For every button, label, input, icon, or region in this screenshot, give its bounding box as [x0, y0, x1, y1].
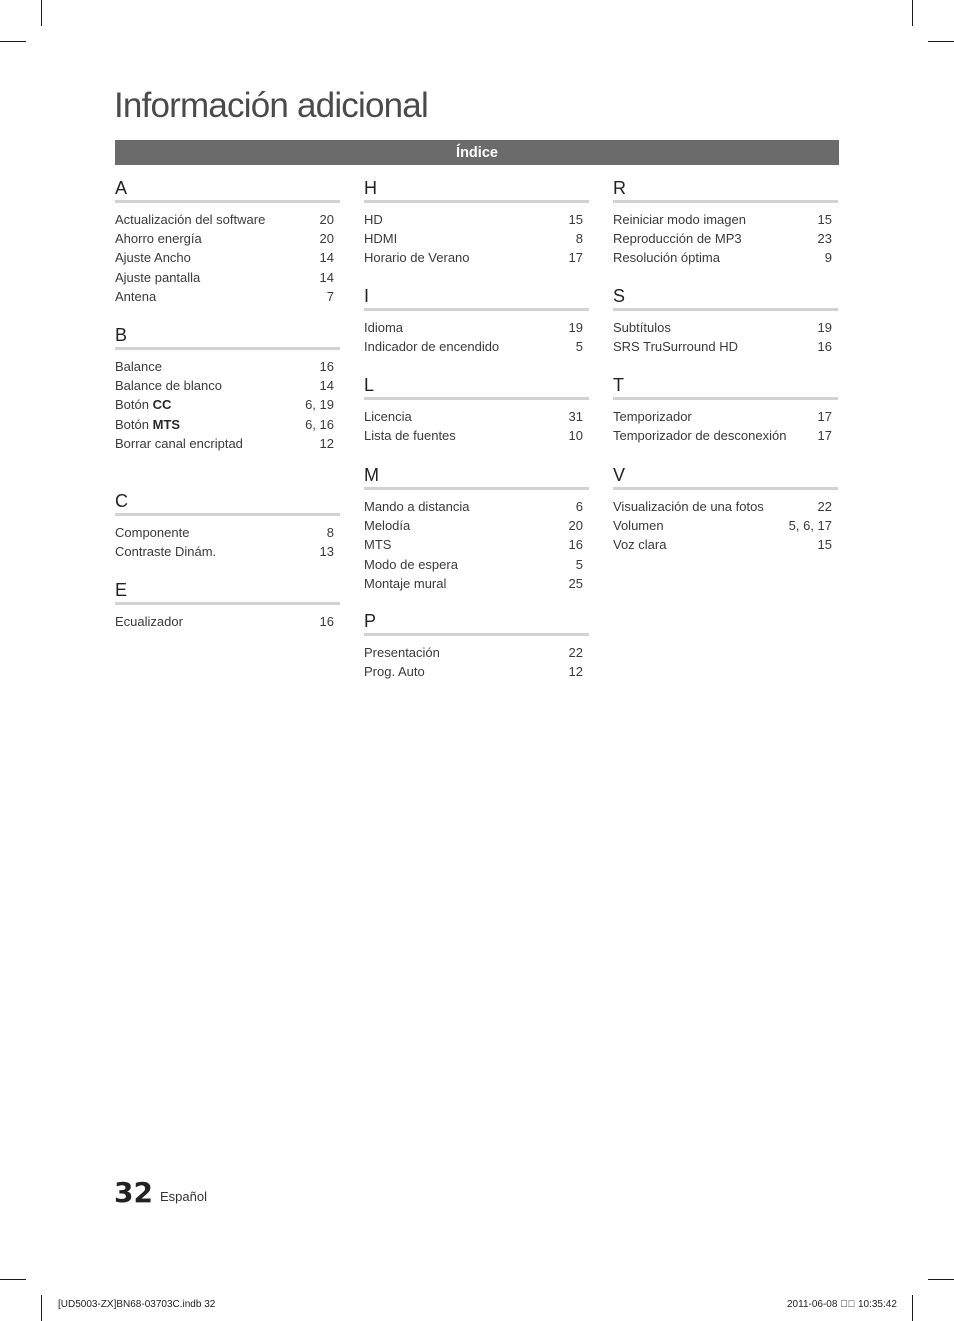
- index-term: [364, 248, 470, 267]
- index-entry-list: [613, 497, 838, 555]
- section-header: Índice: [115, 140, 839, 165]
- index-entry: [613, 535, 838, 554]
- index-entry-list: [364, 318, 589, 356]
- index-entry-list: [613, 318, 838, 356]
- index-entry: [364, 574, 589, 593]
- index-term-text: Botón: [115, 397, 149, 413]
- index-term: [364, 337, 499, 356]
- index-page-ref: 12: [568, 664, 583, 680]
- index-entry-list: [115, 612, 340, 631]
- index-page-ref: 7: [326, 288, 334, 304]
- index-page-ref: 16: [568, 537, 583, 553]
- index-page-ref: 5: [575, 339, 583, 355]
- index-entry: [115, 376, 340, 395]
- index-term: [115, 415, 180, 434]
- index-letter: T: [613, 373, 838, 400]
- index-entry: [613, 210, 838, 229]
- index-term-text: Modo de espera: [364, 556, 458, 572]
- index-page-ref: 17: [817, 428, 832, 444]
- index-term-text: Visualización de una fotos: [613, 499, 764, 514]
- index-entry: [613, 337, 838, 356]
- index-term: [364, 426, 456, 445]
- index-page-ref: 20: [319, 231, 334, 247]
- index-entry: [115, 357, 340, 376]
- index-letter: E: [115, 578, 340, 605]
- index-term-text: Ecualizador: [115, 614, 183, 629]
- crop-mark: [912, 1295, 913, 1321]
- index-entry: [115, 248, 340, 267]
- index-letter: H: [364, 176, 589, 203]
- index-term-text: Idioma: [364, 320, 404, 335]
- index-letter: I: [364, 284, 589, 311]
- index-page-ref: 14: [319, 250, 334, 266]
- index-term-text: Subtítulos: [613, 320, 671, 335]
- index-term-keyword: MTS: [152, 416, 181, 432]
- index-letter: S: [613, 284, 838, 311]
- index-term-text: Lista de fuentes: [364, 428, 456, 444]
- index-entry: [364, 337, 589, 356]
- index-entry: [364, 318, 589, 337]
- index-page-ref: 31: [568, 409, 583, 424]
- index-entry: [115, 287, 340, 306]
- index-term-text: MTS: [364, 537, 392, 553]
- index-entry-list: [115, 357, 340, 453]
- index-term: [613, 210, 746, 229]
- index-entry: [364, 643, 589, 662]
- index-page-ref: 5: [575, 556, 583, 572]
- index-entry: [364, 555, 589, 574]
- index-page-ref: 5, 6, 17: [788, 518, 832, 534]
- index-entry-list: [613, 407, 838, 445]
- index-letter: C: [115, 489, 340, 516]
- index-term: [115, 357, 162, 376]
- index-page-ref: 16: [319, 614, 334, 629]
- index-term: [115, 434, 243, 453]
- index-page-ref: 20: [319, 212, 334, 227]
- index-term: [364, 535, 391, 554]
- index-term-text: SRS TruSurround HD: [613, 339, 738, 355]
- index-group-i: [364, 284, 589, 356]
- index-page-ref: 9: [824, 250, 832, 266]
- index-entry: [613, 516, 838, 535]
- index-term: [613, 229, 742, 248]
- index-page-ref: 20: [568, 518, 583, 534]
- index-term: [115, 287, 156, 306]
- index-term-text: Montaje mural: [364, 575, 447, 591]
- index-group-p: [364, 609, 589, 681]
- crop-mark: [912, 0, 913, 26]
- index-term-text: Prog. Auto: [364, 664, 425, 680]
- index-term-text: Contraste Dinám.: [115, 544, 217, 560]
- index-page-ref: 14: [319, 378, 334, 394]
- index-group-b: [115, 323, 340, 453]
- index-group-a: [115, 176, 340, 306]
- index-page-ref: 17: [817, 409, 832, 424]
- print-slug-date: 2011-06-08 ￿￿ 10:35:42: [787, 1299, 897, 1310]
- index-entry: [115, 395, 340, 414]
- index-term: [115, 210, 265, 229]
- index-term: [115, 248, 191, 267]
- index-entry: [613, 318, 838, 337]
- index-term: [364, 574, 446, 593]
- index-term: [115, 612, 183, 631]
- index-entry: [364, 516, 589, 535]
- index-page-ref: 6, 19: [305, 397, 334, 413]
- index-term-text: Licencia: [364, 409, 412, 424]
- index-term: [115, 395, 171, 414]
- index-entry: [364, 662, 589, 681]
- index-page-ref: 22: [817, 499, 832, 514]
- index-entry: [115, 523, 340, 542]
- index-term: [364, 555, 458, 574]
- index-term-text: Botón: [115, 416, 149, 432]
- index-entry-list: [115, 523, 340, 561]
- index-group-m: [364, 463, 589, 593]
- index-letter: A: [115, 176, 340, 203]
- index-letter: V: [613, 463, 838, 490]
- index-entry: [364, 248, 589, 267]
- index-entry: [115, 415, 340, 434]
- index-term: [613, 318, 671, 337]
- index-term-text: Presentación: [364, 645, 440, 660]
- index-term: [613, 248, 720, 267]
- index-term: [613, 497, 764, 516]
- index-term-text: Ajuste pantalla: [115, 269, 201, 285]
- index-letter: L: [364, 373, 589, 400]
- index-entry-list: [364, 407, 589, 445]
- index-term-text: Horario de Verano: [364, 250, 470, 266]
- index-term: [613, 535, 666, 554]
- index-entry-list: [364, 497, 589, 593]
- index-term: [115, 542, 216, 561]
- index-term-text: Reiniciar modo imagen: [613, 212, 746, 227]
- index-entry: [364, 426, 589, 445]
- index-group-l: [364, 373, 589, 445]
- index-page-ref: 10: [568, 428, 583, 444]
- index-term: [364, 497, 470, 516]
- index-term: [613, 407, 692, 426]
- page-title: Información adicional: [114, 86, 428, 125]
- index-page-ref: 22: [568, 645, 583, 660]
- index-term: [364, 407, 412, 426]
- index-term-text: Indicador de encendido: [364, 339, 500, 355]
- index-term: [115, 376, 222, 395]
- index-page-ref: 14: [319, 269, 334, 285]
- index-entry-list: [115, 210, 340, 306]
- index-entry: [115, 434, 340, 453]
- index-entry: [613, 248, 838, 267]
- index-entry: [115, 268, 340, 287]
- crop-mark: [0, 1279, 26, 1280]
- index-term-text: Actualización del software: [115, 212, 266, 227]
- index-entry: [613, 407, 838, 426]
- index-group-t: [613, 373, 838, 445]
- index-entry-list: [364, 643, 589, 681]
- index-term: [364, 643, 440, 662]
- index-page-ref: 6: [575, 499, 583, 514]
- index-entry: [613, 497, 838, 516]
- index-page-ref: 15: [817, 212, 832, 227]
- crop-mark: [41, 0, 42, 26]
- index-term: [613, 337, 738, 356]
- index-group-v: [613, 463, 838, 555]
- index-term: [364, 229, 397, 248]
- index-page-ref: 16: [817, 339, 832, 355]
- index-term-text: HD: [364, 212, 383, 227]
- index-letter: P: [364, 609, 589, 636]
- index-page-ref: 8: [575, 231, 583, 247]
- index-term: [115, 268, 200, 287]
- index-term: [364, 516, 410, 535]
- index-page-ref: 16: [319, 359, 334, 374]
- index-letter: B: [115, 323, 340, 350]
- index-page-ref: 23: [817, 231, 832, 247]
- index-term-text: Balance: [115, 359, 162, 374]
- index-term-text: Ajuste Ancho: [115, 250, 191, 266]
- index-entry: [364, 535, 589, 554]
- index-group-e: [115, 578, 340, 631]
- index-term-text: HDMI: [364, 231, 398, 247]
- index-term-keyword: CC: [152, 397, 172, 413]
- index-entry-list: [364, 210, 589, 268]
- index-entry: [364, 210, 589, 229]
- index-term-text: Temporizador de desconexión: [613, 428, 787, 444]
- index-term-text: Volumen: [613, 518, 664, 534]
- index-term: [364, 662, 425, 681]
- crop-mark: [928, 1279, 954, 1280]
- index-term-text: Reproducción de MP3: [613, 231, 742, 247]
- index-page-ref: 17: [568, 250, 583, 266]
- index-page-ref: 8: [326, 525, 334, 540]
- index-term-text: Balance de blanco: [115, 378, 222, 394]
- index-term: [613, 426, 786, 445]
- index-term-text: Resolución óptima: [613, 250, 720, 266]
- index-page-ref: 19: [817, 320, 832, 335]
- print-slug-file: [UD5003-ZX]BN68-03703C.indb 32: [58, 1299, 216, 1310]
- index-entry: [115, 210, 340, 229]
- index-entry: [364, 497, 589, 516]
- index-group-s: [613, 284, 838, 356]
- index-entry: [613, 229, 838, 248]
- index-entry: [115, 229, 340, 248]
- index-page-ref: 12: [319, 435, 334, 451]
- index-entry: [115, 542, 340, 561]
- index-term: [364, 318, 403, 337]
- index-term: [115, 229, 202, 248]
- index-page-ref: 6, 16: [305, 416, 334, 432]
- index-letter: R: [613, 176, 838, 203]
- index-term-text: Temporizador: [613, 409, 692, 424]
- crop-mark: [928, 41, 954, 42]
- index-term-text: Voz clara: [613, 537, 667, 553]
- index-term-text: Antena: [115, 288, 157, 304]
- footer-language: Español: [160, 1189, 207, 1204]
- page-number: 32: [114, 1176, 153, 1209]
- index-term: [613, 516, 664, 535]
- index-group-r: [613, 176, 838, 268]
- index-page-ref: 15: [817, 537, 832, 553]
- index-entry: [115, 612, 340, 631]
- index-term-text: Mando a distancia: [364, 499, 470, 514]
- index-group-h: [364, 176, 589, 268]
- crop-mark: [41, 1295, 42, 1321]
- index-page-ref: 25: [568, 575, 583, 591]
- index-group-c: [115, 489, 340, 561]
- index-entry: [364, 229, 589, 248]
- index-page-ref: 15: [568, 212, 583, 227]
- index-entry: [364, 407, 589, 426]
- index-letter: M: [364, 463, 589, 490]
- index-term-text: Melodía: [364, 518, 411, 534]
- index-term: [364, 210, 383, 229]
- index-page-ref: 13: [319, 544, 334, 560]
- index-entry: [613, 426, 838, 445]
- index-entry-list: [613, 210, 838, 268]
- index-term-text: Componente: [115, 525, 190, 540]
- crop-mark: [0, 41, 26, 42]
- index-term-text: Ahorro energía: [115, 231, 202, 247]
- index-term: [115, 523, 189, 542]
- index-term-text: Borrar canal encriptad: [115, 435, 243, 451]
- index-page-ref: 19: [568, 320, 583, 335]
